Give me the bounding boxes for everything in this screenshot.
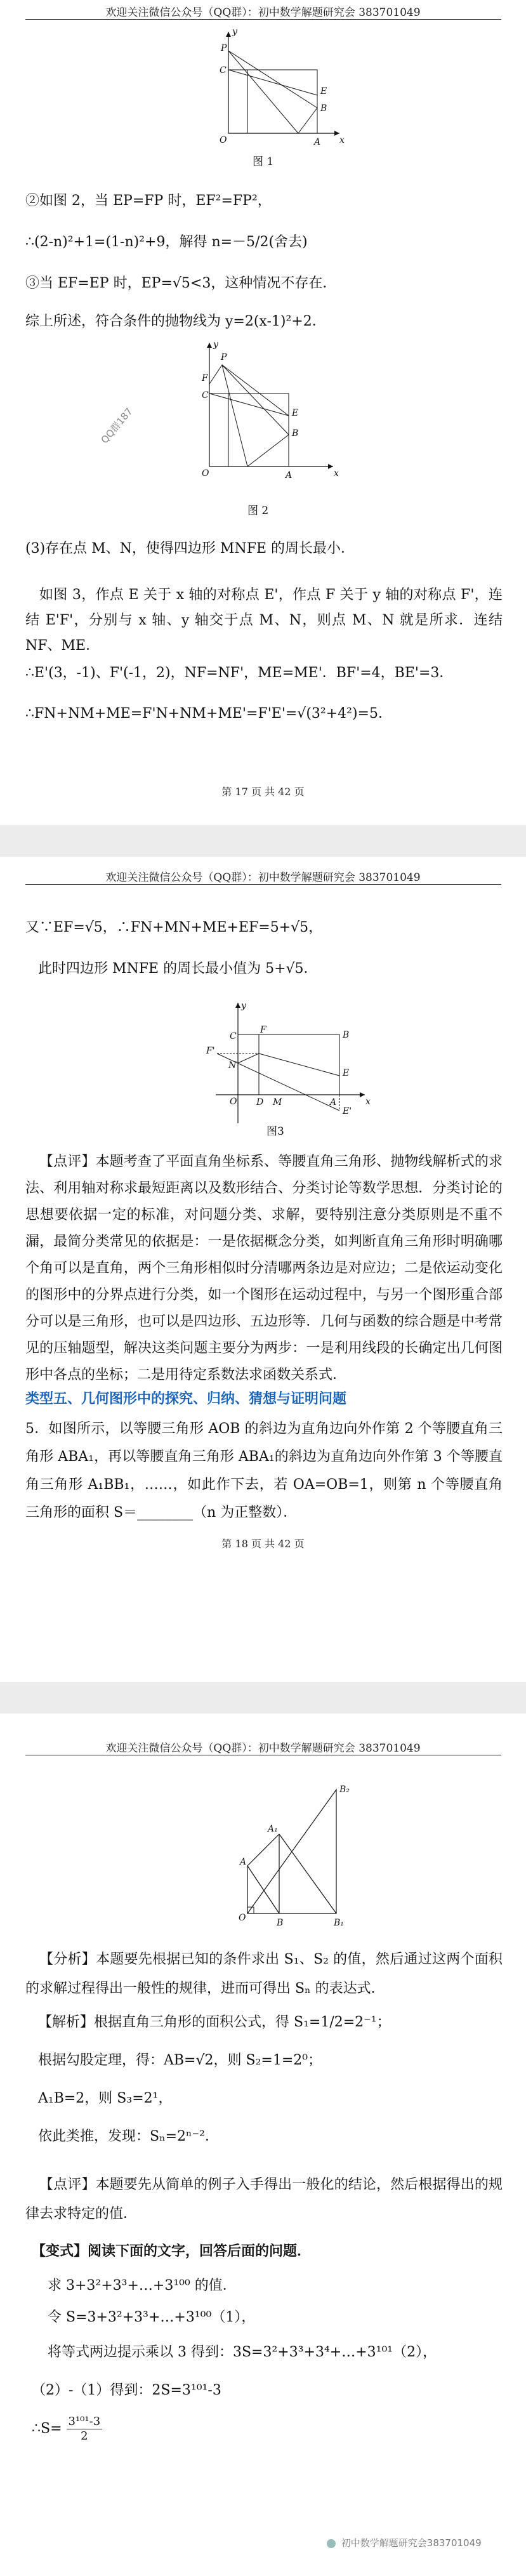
svg-text:B₁: B₁ [334,1918,344,1928]
variant-line: （2）-（1）得到：2S=3¹⁰¹-3 [32,2382,221,2398]
svg-text:C: C [220,65,227,76]
page-header: 欢迎关注微信公众号（QQ群）：初中数学解题研究会 383701049 [105,6,421,19]
svg-text:A: A [286,470,293,480]
solution-line: 依此类推，发现：Sₙ=2ⁿ⁻²． [38,2129,219,2144]
svg-text:O: O [239,1913,246,1923]
comment-paragraph: 【点评】本题要先从简单的例子入手得出一般化的结论，然后根据得出的规律去求特定的值． [25,2177,503,2222]
svg-text:B₂: B₂ [339,1785,350,1795]
brand-icon [327,2539,336,2548]
svg-text:E: E [292,408,299,418]
svg-text:x: x [365,1097,371,1107]
svg-text:y: y [213,340,218,350]
variant-line: 将等式两边提示乘以 3 得到：3S=3²+3³+3⁴+…+3¹⁰¹（2）， [48,2344,437,2360]
problem-5: 5．如图所示，以等腰三角形 AOB 的斜边为直角边向外作第 2 个等腰直角三角形 ABA₁，再以等腰直角三角形 ABA₁的斜边为直角边向外作第 3 个等腰直角三角形 A₁BB₁，……，如此作下去，若 OA=OB=1，则第 n 个等腰直角三角形的面积 S＝________（n 为正整数）． [25,1421,503,1521]
text-line: ∴(2-n)²+1=(1-n)²+9，解得 n=－5/2(舍去) [25,234,308,250]
brand-text: 初中数学解题研究会383701049 [341,2537,482,2549]
svg-text:A₁: A₁ [268,1824,278,1834]
solution-line: 根据勾股定理，得：AB=√2，则 S₂=1=2⁰； [38,2052,322,2068]
figure-3 [203,1000,374,1133]
figure-2 [184,340,343,498]
section-title: 类型五、几何图形中的探究、归纳、猜想与证明问题 [25,1391,347,1407]
fraction-numerator: 3¹⁰¹-3 [67,2415,103,2429]
svg-text:P: P [221,43,227,53]
svg-text:E: E [320,86,327,96]
comment-paragraph: 【点评】本题考查了平面直角坐标系、等腰直角三角形、抛物线解析式的求法、利用轴对称求最短距离以及数形结合、分类讨论等数学思想．分类讨论的思想要依据一定的标准，对问题分类、求解，要特别注意分类原则是不重不漏，最简分类常见的依据是：一是依据概念分类，如判断直角三角形时明确哪个角可以是直角，两个三角形相似时分清哪两条边是对应边；二是依运动变化的图形中的分界点进行分类，如一个图形在运动过程中，与另一个图形重合部分可以是三角形，也可以是四边形、五边形等．几何与函数的综合题是中考常见的压轴题型，解决这类问题主要分为两步：一是利用线段的长确定出几何图形中各点的坐标；二是用待定系数法求函数关系式． [25,1154,503,1383]
solution-line: 【解析】根据直角三角形的面积公式，得 S₁=1/2=2⁻¹； [38,2014,391,2030]
page-footer: 第 17 页 共 42 页 [221,786,305,798]
svg-text:C: C [202,390,209,400]
svg-text:F: F [260,1025,266,1035]
text-line: 此时四边形 MNFE 的周长最小值为 5+√5． [38,961,318,977]
svg-text:B: B [292,428,299,439]
variant-result [32,2415,102,2443]
svg-text:D: D [256,1097,264,1107]
figure-1-caption: 图 1 [253,155,274,168]
svg-text:F': F' [206,1046,215,1056]
watermark: QQ群187 [98,406,135,446]
header-divider [25,19,501,20]
text-line: (3)存在点 M、N，使得四边形 MNFE 的周长最小． [25,541,355,557]
svg-text:N: N [228,1060,237,1071]
header-divider [25,884,501,885]
page-17 [0,0,526,825]
brand-watermark [327,2536,482,2549]
svg-text:P: P [221,352,227,362]
svg-text:C: C [230,1031,237,1041]
text-line: ②如图 2，当 EP=FP 时，EF²=FP²， [25,193,272,209]
variant-line: 求 3+3²+3³+…+3¹⁰⁰ 的值． [48,2278,237,2294]
svg-text:O: O [220,135,227,145]
svg-text:x: x [339,135,345,145]
svg-text:x: x [334,468,339,479]
text-line: 又∵EF=√5，∴FN+MN+ME+EF=5+√5， [25,920,323,935]
result-prefix: ∴S= [32,2421,62,2437]
variant-line: 令 S=3+3²+3³+…+3¹⁰⁰（1）， [48,2309,256,2325]
analysis-paragraph: 【分析】本题要先根据已知的条件求出 S₁、S₂ 的值，然后通过这两个面积的求解过程得出一般性的规律，进而可得出 Sₙ 的表达式． [25,1952,503,1997]
variant-title: 【变式】阅读下面的文字，回答后面的问题． [32,2243,312,2259]
svg-text:O: O [230,1097,237,1107]
page-footer: 第 18 页 共 42 页 [221,1538,305,1550]
svg-text:E': E' [343,1106,352,1116]
svg-text:B: B [320,103,327,114]
svg-text:M: M [273,1097,282,1107]
svg-text:A: A [330,1097,337,1107]
svg-text:B: B [343,1030,350,1040]
svg-text:A: A [240,1857,247,1867]
svg-text:F: F [202,373,208,383]
triangle-figure [222,1777,381,1942]
solution-line: A₁B=2，则 S₃=2¹， [38,2091,173,2106]
text-line: ∴FN+NM+ME=F'N+NM+ME'=F'E'=√(3²+4²)=5． [25,706,392,722]
figure-3-caption: 图3 [266,1125,284,1138]
fraction [67,2415,103,2443]
text-paragraph: 如图 3，作点 E 关于 x 轴的对称点 E'，作点 F 关于 y 轴的对称点 F'，连结 E'F'，分别与 x 轴、y 轴交于点 M、N，则点 M、N 就是所求．连结 NF、ME． [25,587,503,654]
page-header: 欢迎关注微信公众号（QQ群）：初中数学解题研究会 383701049 [105,871,421,884]
page-18 [0,857,526,1682]
svg-text:A: A [314,137,321,147]
svg-text:O: O [202,468,209,479]
text-line: ③当 EF=EP 时，EP=√5<3，这种情况不存在． [25,275,337,291]
text-line: 综上所述，符合条件的抛物线为 y=2(x-1)²+2． [25,314,326,329]
fraction-denominator: 2 [81,2429,88,2443]
svg-text:B: B [277,1918,284,1928]
text-line: ∴E'(3，-1)、F'(-1，2)，NF=NF'，ME=ME'．BF'=4，BE'=3． [25,665,454,681]
svg-text:y: y [232,27,237,37]
svg-text:y: y [241,1001,246,1011]
page-header: 欢迎关注微信公众号（QQ群）：初中数学解题研究会 383701049 [105,1742,421,1755]
figure-2-caption: 图 2 [247,505,269,517]
svg-text:E: E [343,1068,350,1078]
page-19 [0,1714,526,2576]
figure-1 [203,25,349,165]
